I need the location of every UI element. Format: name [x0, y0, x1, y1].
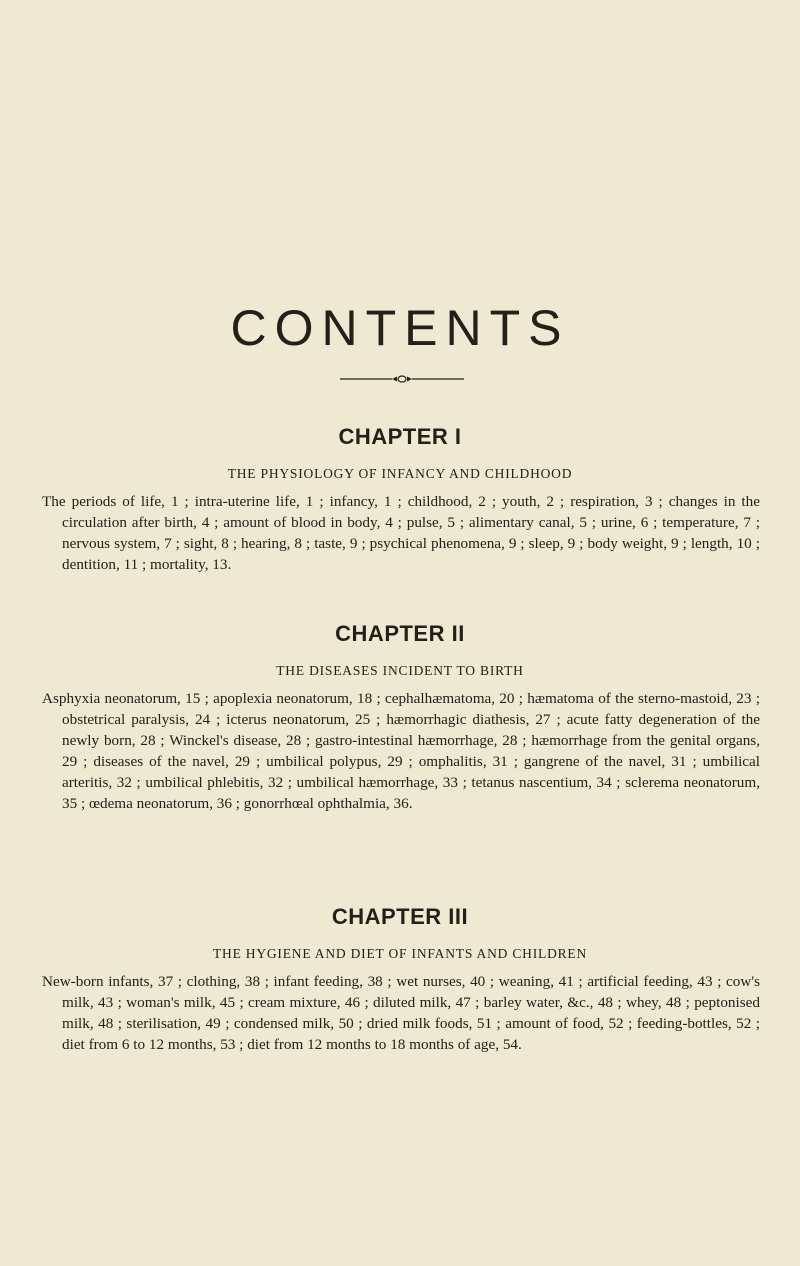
chapter-heading: CHAPTER III [331, 904, 469, 929]
chapter-subtitle: THE HYGIENE AND DIET OF INFANTS AND CHILDREN [212, 946, 588, 961]
chapter-summary: New-born infants, 37 ; clothing, 38 ; infant feeding, 38 ; wet nurses, 40 ; weaning, 41 ; artificial feeding, 43 ; cow's milk, 43 ; woman's milk, 45 ; cream mixture, 46 ; diluted milk, 47 ; barley water, &c., 48 ; whey, 48 ; peptonised milk, 48 ; sterilisation, 49 ; condensed milk, 50 ; dried milk foods, 51 ; amount of food, 52 ; feeding-bottles, 52 ; diet from 6 to 12 months, 53 ; diet from 12 months to 18 months of age, 54. [42, 973, 760, 1053]
chapter-summary: Asphyxia neonatorum, 15 ; apoplexia neonatorum, 18 ; cephalhæmatoma, 20 ; hæmatoma of the sterno-mastoid, 23 ; obstetrical paralysis, 24 ; icterus neonatorum, 25 ; hæmorrhagic diathesis, 27 ; acute fatty degeneration of the newly born, 28 ; Winckel's disease, 28 ; gastro-intestinal hæmorrhage, 28 ; hæmorrhage from the genital organs, 29 ; diseases of the navel, 29 ; umbilical polypus, 29 ; omphalitis, 31 ; gangrene of the navel, 31 ; umbilical arteritis, 32 ; umbilical phlebitis, 32 ; umbilical hæmorrhage, 33 ; tetanus nascentium, 34 ; sclerema neonatorum, 35 ; œdema neonatorum, 36 ; gonorrhœal ophthalmia, 36. [42, 690, 760, 812]
chapter-1 [0, 423, 800, 575]
chapter-summary: The periods of life, 1 ; intra-uterine life, 1 ; infancy, 1 ; childhood, 2 ; youth, 2 ; respiration, 3 ; changes in the circulation after birth, 4 ; amount of blood in body, 4 ; pulse, 5 ; alimentary canal, 5 ; urine, 6 ; temperature, 7 ; nervous system, 7 ; sight, 8 ; hearing, 8 ; taste, 9 ; psychical phenomena, 9 ; sleep, 9 ; body weight, 9 ; length, 10 ; dentition, 11 ; mortality, 13. [42, 493, 760, 573]
chapter-subtitle: THE PHYSIOLOGY OF INFANCY AND CHILDHOOD [227, 466, 573, 481]
ornament-divider [340, 374, 464, 384]
chapter-heading: CHAPTER II [335, 621, 465, 646]
chapter-3 [0, 903, 800, 1055]
page-title: CONTENTS [230, 300, 570, 356]
chapter-2 [0, 620, 800, 814]
chapter-heading: CHAPTER I [338, 424, 462, 449]
chapter-subtitle: THE DISEASES INCIDENT TO BIRTH [276, 663, 524, 678]
